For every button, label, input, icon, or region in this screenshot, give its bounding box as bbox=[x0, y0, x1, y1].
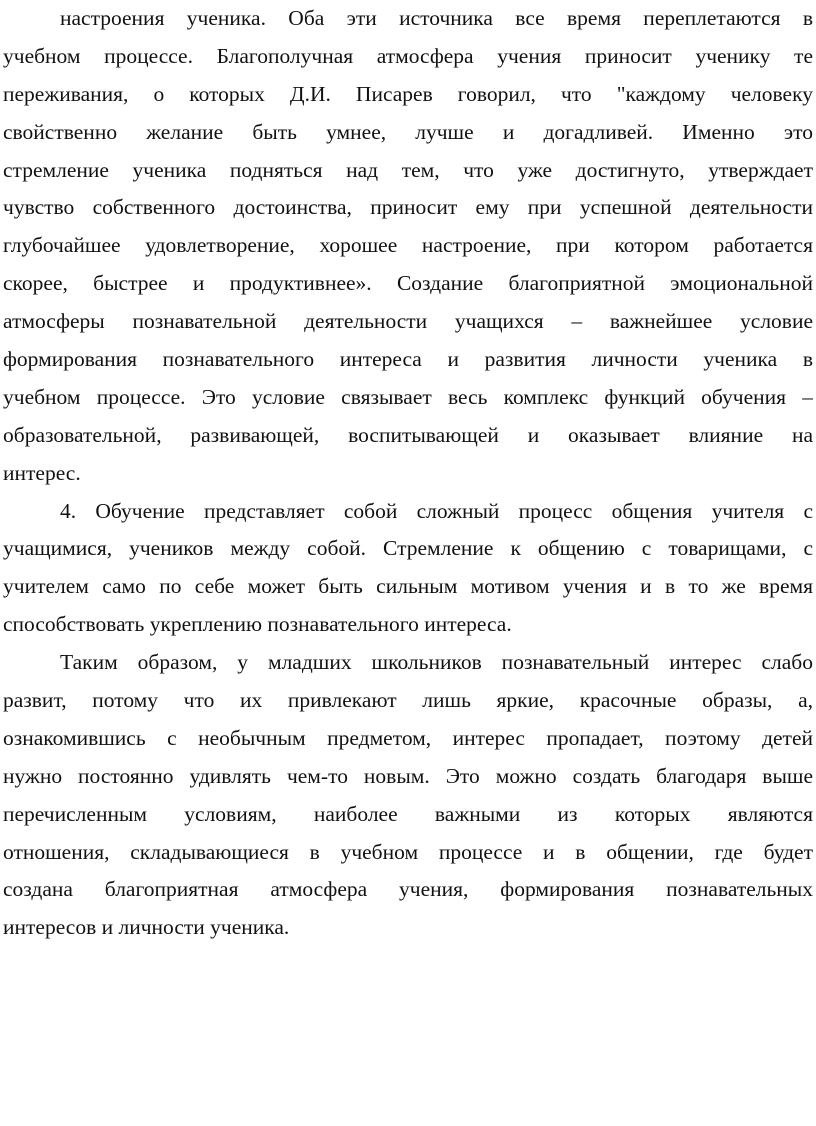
text-line: перечисленным условиям, наиболее важными из которых являются bbox=[3, 801, 813, 826]
text-line: учащимися, учеников между собой. Стремление к общению с товарищами, с bbox=[3, 536, 813, 561]
paragraph-item-4 bbox=[3, 493, 813, 645]
text-line: атмосферы познавательной деятельности учащихся – важнейшее условие bbox=[3, 309, 813, 334]
text-line: глубочайшее удовлетворение, хорошее настроение, при котором работается bbox=[3, 233, 813, 258]
text-line: чувство собственного достоинства, приносит ему при успешной деятельности bbox=[3, 195, 813, 220]
text-line: учебном процессе. Это условие связывает весь комплекс функций обучения – bbox=[3, 384, 813, 409]
text-line: интерес. bbox=[3, 460, 81, 485]
text-line: создана благоприятная атмосфера учения, формирования познавательных bbox=[3, 877, 813, 902]
text-line: интересов и личности ученика. bbox=[3, 915, 290, 940]
text-line: образовательной, развивающей, воспитывающей и оказывает влияние на bbox=[3, 422, 813, 447]
text-line: формирования познавательного интереса и развития личности ученика в bbox=[3, 347, 813, 372]
text-body bbox=[3, 0, 813, 947]
text-line: 4. Обучение представляет собой сложный процесс общения учителя с bbox=[60, 498, 813, 523]
text-line: переживания, о которых Д.И. Писарев говорил, что "каждому человеку bbox=[3, 81, 813, 106]
text-line: свойственно желание быть умнее, лучше и догадливей. Именно это bbox=[3, 119, 813, 144]
text-line: нужно постоянно удивлять чем-то новым. Это можно создать благодаря выше bbox=[3, 763, 813, 788]
text-line: учителем само по себе может быть сильным мотивом учения и в то же время bbox=[3, 574, 813, 599]
text-line: стремление ученика подняться над тем, что уже достигнуто, утверждает bbox=[3, 157, 813, 182]
text-line: настроения ученика. Оба эти источника все время переплетаются в bbox=[60, 6, 813, 30]
text-line: способствовать укреплению познавательного интереса. bbox=[3, 612, 512, 637]
text-line: отношения, складывающиеся в учебном процессе и в общении, где будет bbox=[3, 839, 813, 864]
text-line: развит, потому что их привлекают лишь яркие, красочные образы, а, bbox=[3, 688, 813, 713]
paragraph-conclusion bbox=[3, 644, 813, 947]
text-line: Таким образом, у младших школьников познавательный интерес слабо bbox=[60, 650, 813, 675]
text-line: ознакомившись с необычным предметом, интерес пропадает, поэтому детей bbox=[3, 725, 813, 750]
paragraph-continuation bbox=[3, 0, 813, 493]
text-line: учебном процессе. Благополучная атмосфера учения приносит ученику те bbox=[3, 43, 813, 68]
text-line: скорее, быстрее и продуктивнее». Создание благоприятной эмоциональной bbox=[3, 271, 813, 296]
